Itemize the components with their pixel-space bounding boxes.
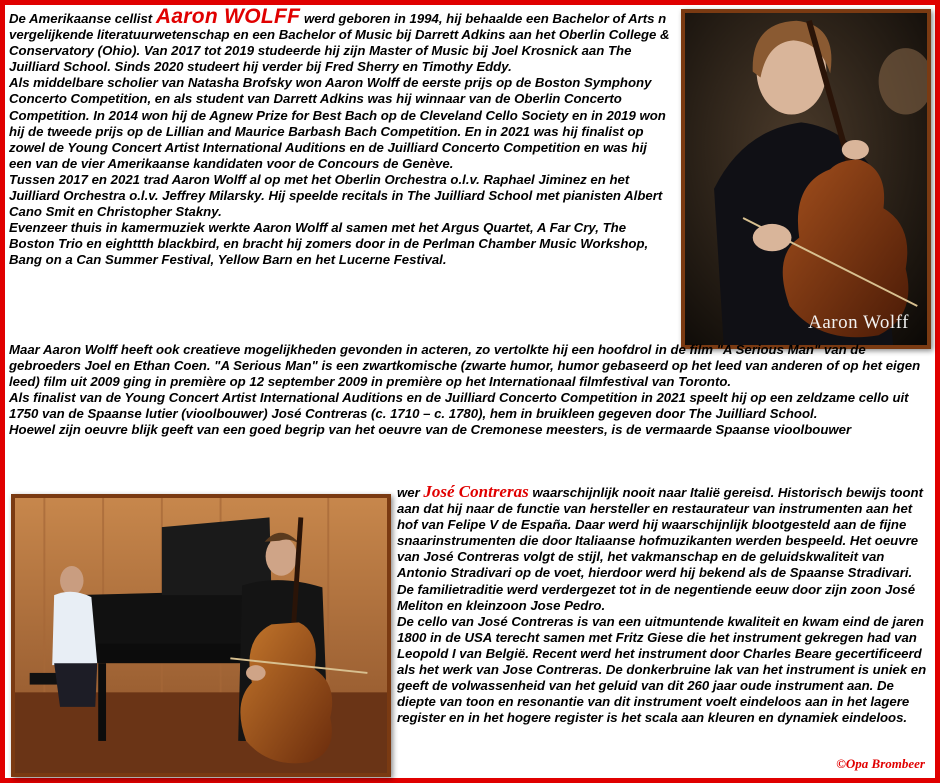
photo-concert <box>11 494 391 777</box>
concert-illustration <box>15 498 387 773</box>
photo-aaron-wolff <box>681 9 931 349</box>
cellist-portrait-illustration <box>685 13 927 345</box>
paragraph-orchestras: Tussen 2017 en 2021 trad Aaron Wolff al op met het Oberlin Orchestra o.l.v. Raphael Jiminez en het Juilliard Orchestra o.l.v. Jeffrey Milarsky. Hij speelde recitals in The Juilliard School met pianisten Albert Cano Smit en Christopher Stakny. <box>9 171 663 220</box>
photo-caption: Aaron Wolff <box>808 311 909 333</box>
paragraph-contreras-bio: wer José Contreras waarschijnlijk nooit naar Italië gereisd. Historisch bewijs toont aan dat hij naar de functie van hersteller en restaurateur van instrumenten aan het hof van Felipe V de España. Daar werd hij waarschijnlijk blootgesteld aan de fijne snaarinstrumenten die door Italiaanse hofmuzikanten werden bespeeld. Het oeuvre van José Contreras volgt de stijl, het vakmanschap en de geluidskwaliteit van Antonio Stradivari op de voet, hierdoor werd hij bekend als de Spaanse Stradivari. De familietraditie werd verdergezet tot in de negentiende eeuw door zijn zoon José Meliton en kleinzoon Jose Pedro. <box>397 482 923 613</box>
bottom-text <box>397 484 931 726</box>
paragraph-chamber-music: Evenzeer thuis in kamermuziek werkte Aaron Wolff al samen met het Argus Quartet, A Far Cry, The Boston Trio en eighttth blackbird, en bracht hij zomers door in de Perlman Chamber Music Workshop, Bang on a Can Summer Festival, Yellow Barn en het Lucerne Festival. <box>9 220 649 268</box>
middle-text <box>9 342 931 439</box>
luthier-name: José Contreras <box>423 482 529 501</box>
paragraph-acting: Maar Aaron Wolff heeft ook creatieve mogelijkheden gevonden in acteren, zo vertolkte hij een hoofdrol in de film "A Serious Man" van de gebroeders Joel en Ethan Coen. "A Serious Man" is een zwartkomische (zwarte humor, humor gebaseerd op het leed van anderen of op het eigen leed) film uit 2009 ging in première op 12 september 2009 in première op het Internationaal filmfestival van Toronto. <box>9 342 921 390</box>
paragraph-contreras-cello: Als finalist van de Young Concert Artist International Auditions en de Juilliard Concerto Competition in 2021 speelt hij op een zeldzame cello uit 1750 van de Spaanse lutier (vioolbouwer) José Contreras (c. 1710 – c. 1780), hem in bruikleen gegeven door The Juilliard School. <box>9 390 909 422</box>
copyright-signature: ©Opa Brombeer <box>836 755 925 771</box>
paragraph-competitions: Als middelbare scholier van Natasha Brofsky won Aaron Wolff de eerste prijs op de Boston Symphony Concerto Competition, en als student van Darrett Adkins was hij winnaar van de Oberlin Concerto Competition. In 2014 won hij de Agnew Prize for Best Bach op de Cleveland Cello Society en in 2019 won hij de tweede prijs op de Lillian and Maurice Barbash Bach Competition. En in 2021 was hij finalist op zowel de Young Concert Artist International Auditions en de Juilliard Concerto Competition en was hij een van de vier Amerikaanse kandidaten voor de Concours de Genève. <box>9 75 666 171</box>
paragraph-cello-quality: De cello van José Contreras is van een uitmuntende kwaliteit en kwam eind de jaren 1800 in de USA terecht samen met Fritz Giese die het instrument gekregen had van Leopold I van België. Recent werd het instrument door Charles Beare gecertificeerd als het werk van Jose Contreras. De donkerbruine lak van het instrument is uniek en geeft de volwassenheid van het geluid van dit 260 jaar oude instrument aan. De diepte van toon en resonantie van dit instrument voelt eindeloos aan in het lagere register en in het hogere register is het scala aan kleuren en dynamiek eindeloos. <box>397 613 927 726</box>
cellist-name: Aaron WOLFF <box>155 5 301 28</box>
intro-text <box>9 5 673 269</box>
intro-paragraph: De Amerikaanse cellist Aaron WOLFF werd geboren in 1994, hij behaalde een Bachelor of Arts n vergelijkende literatuurwetenschap en een Bachelor of Music bij Darrett Adkins aan het Oberlin College & Conservatory (Ohio). Van 2017 tot 2019 studeerde hij zijn Master of Music bij Joel Krosnick aan The Juilliard School. Sinds 2020 studeert hij verder bij Fred Sherry en Timothy Eddy. <box>9 5 670 75</box>
paragraph-cremonese: Hoewel zijn oeuvre blijk geeft van een goed begrip van het oeuvre van de Cremonese meesters, is de vermaarde Spaanse vioolbouwer <box>9 422 852 438</box>
